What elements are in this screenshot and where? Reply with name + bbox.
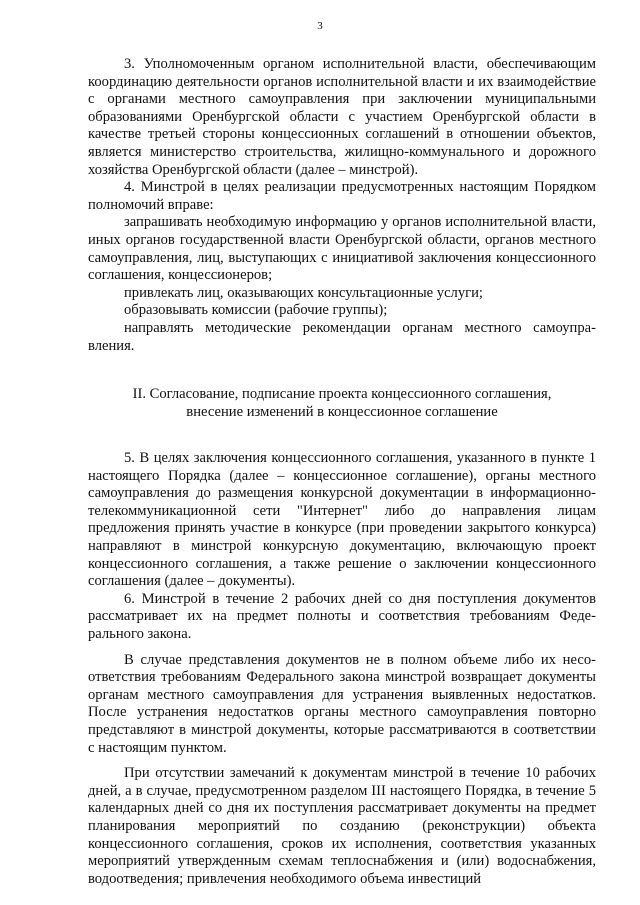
paragraph-5: 5. В целях заключения концессионного соглашения, указанного в пункте 1 настоящего Порядка (далее – концессионное соглашение), органы местного самоуправления до размещения конкурсной документации в информационно-телекоммуникационной сети "Интернет" либо до направления лицам предложения принять участие в конкурсе (при проведении закрытого конкурса) направляют в минстрой конкурсную документацию, включающую проект концессионного соглашения, а также решение о заключении концессионного соглашения (далее – документы).	[88, 450, 596, 590]
document-body	[88, 56, 596, 888]
paragraph-4-item: образовывать комиссии (рабочие группы);	[124, 302, 388, 319]
page-number: 3	[317, 20, 323, 32]
paragraph-3: 3. Уполномоченным органом исполнительной власти, обеспечивающим координацию деятельности органов исполнительной власти и их взаимодействие с органами местного самоуправления при заключении муниципальными образованиями Оренбургской области с участием Оренбургской области в качестве третьей стороны концессионных соглашений в отношении объектов, является министерство строительства, жилищно-коммунального и дорожного хозяйства Оренбургской области (далее – минстрой).	[88, 56, 596, 178]
paragraph-6-review: При отсутствии замечаний к документам минстрой в течение 10 рабочих дней, а в случае, предусмотренном разделом III настоящего Порядка, в течение 5 календарных дней со дня их поступления рассматривает документы на предмет планирования мероприятий по созданию (реконструкции) объекта концессионного соглашения, сроков их исполнения, соответствия указанных мероприятий утвержденным схемам теплоснабжения и (или) водоснабжения, водоотведения; привлечения необходимого объема инвестиций	[88, 765, 596, 887]
paragraph-4-item: направлять методические рекомендации органам местного самоуправления.	[88, 319, 596, 354]
section-title	[88, 385, 596, 421]
paragraph-6-continuation: В случае представления документов не в полном объеме либо их несоответствия требованиям Федерального закона минстрой возвращает документы органам местного самоуправления для устранения выявленных недостатков. После устранения недостатков органы местного самоуправления повторно представляют в минстрой документы, которые рассматриваются в соответствии с настоящим пунктом.	[88, 651, 596, 756]
section-title-line-1: II. Согласование, подписание проекта концессионного соглашения,	[132, 386, 552, 403]
paragraph-4-item: запрашивать необходимую информацию у органов исполнительной власти, иных органов государственной власти Оренбургской области, органов местного самоуправления, лиц, выступающих с инициативой заключения концессионного соглашения, концессионеров;	[88, 214, 596, 284]
section-title-line-2: внесение изменений в концессионное соглашение	[186, 404, 498, 421]
paragraph-4-item: привлекать лиц, оказывающих консультационные услуги;	[124, 284, 483, 301]
paragraph-6: 6. Минстрой в течение 2 рабочих дней со дня поступления документов рассматривает их на предмет полноты и соответствия требованиям Федерального закона.	[88, 590, 596, 643]
paragraph-4: 4. Минстрой в целях реализации предусмотренных настоящим Порядком полномочий вправе:	[88, 179, 596, 213]
